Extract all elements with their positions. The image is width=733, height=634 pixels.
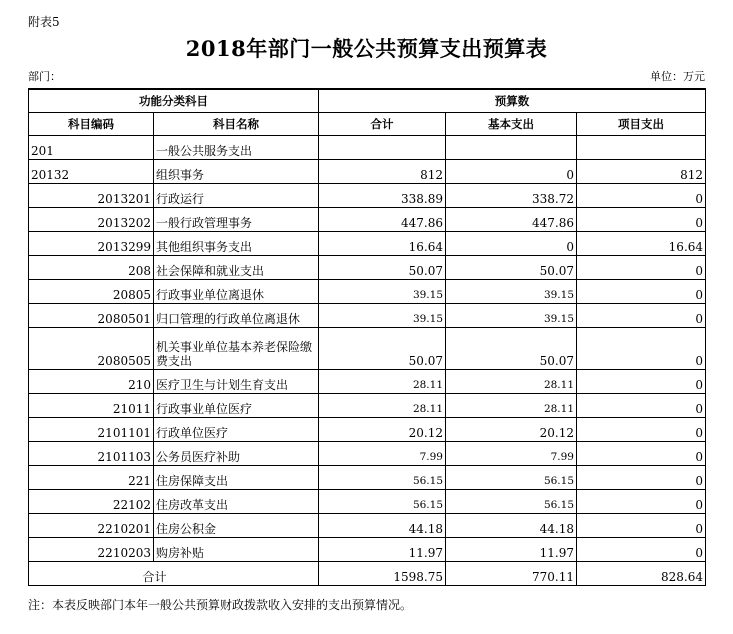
table-row xyxy=(29,256,706,280)
row-code: 2013202 xyxy=(29,208,154,232)
row-total: 28.11 xyxy=(319,394,446,418)
table-row xyxy=(29,442,706,466)
row-basic: 50.07 xyxy=(446,256,577,280)
row-project: 812 xyxy=(577,160,706,184)
row-project xyxy=(577,136,706,160)
row-project: 0 xyxy=(577,466,706,490)
total-value: 1598.75 xyxy=(319,562,446,586)
row-name: 购房补贴 xyxy=(154,538,319,562)
row-total: 7.99 xyxy=(319,442,446,466)
total-project: 828.64 xyxy=(577,562,706,586)
table-row xyxy=(29,514,706,538)
group-header-row xyxy=(29,89,706,113)
row-total: 50.07 xyxy=(319,328,446,370)
row-basic: 20.12 xyxy=(446,418,577,442)
row-name: 行政事业单位离退休 xyxy=(154,280,319,304)
column-header-project: 项目支出 xyxy=(577,113,706,136)
row-code: 2210203 xyxy=(29,538,154,562)
group-header-function-category: 功能分类科目 xyxy=(29,89,319,113)
row-total: 338.89 xyxy=(319,184,446,208)
row-basic: 39.15 xyxy=(446,304,577,328)
row-code: 2101101 xyxy=(29,418,154,442)
row-basic: 447.86 xyxy=(446,208,577,232)
table-row xyxy=(29,394,706,418)
row-project: 0 xyxy=(577,418,706,442)
table-row xyxy=(29,370,706,394)
row-project: 0 xyxy=(577,442,706,466)
row-basic: 56.15 xyxy=(446,490,577,514)
column-header-code: 科目编码 xyxy=(29,113,154,136)
group-header-budget-count: 预算数 xyxy=(319,89,706,113)
row-total: 11.97 xyxy=(319,538,446,562)
row-total: 812 xyxy=(319,160,446,184)
row-code: 2013299 xyxy=(29,232,154,256)
row-total: 20.12 xyxy=(319,418,446,442)
row-project: 0 xyxy=(577,490,706,514)
table-row xyxy=(29,232,706,256)
row-total xyxy=(319,136,446,160)
row-code: 20805 xyxy=(29,280,154,304)
table-row xyxy=(29,538,706,562)
total-label: 合计 xyxy=(29,562,319,586)
row-name: 住房改革支出 xyxy=(154,490,319,514)
row-name: 行政单位医疗 xyxy=(154,418,319,442)
row-code: 2080501 xyxy=(29,304,154,328)
row-basic: 7.99 xyxy=(446,442,577,466)
row-name: 医疗卫生与计划生育支出 xyxy=(154,370,319,394)
row-code: 2210201 xyxy=(29,514,154,538)
row-code: 22102 xyxy=(29,490,154,514)
row-project: 0 xyxy=(577,208,706,232)
row-name: 行政事业单位医疗 xyxy=(154,394,319,418)
column-header-name: 科目名称 xyxy=(154,113,319,136)
row-code: 201 xyxy=(29,136,154,160)
row-name: 住房公积金 xyxy=(154,514,319,538)
department-label: 部门： xyxy=(28,70,61,83)
row-project: 0 xyxy=(577,184,706,208)
row-project: 0 xyxy=(577,370,706,394)
column-header-basic: 基本支出 xyxy=(446,113,577,136)
table-row xyxy=(29,160,706,184)
row-basic: 11.97 xyxy=(446,538,577,562)
page-title: 2018年部门一般公共预算支出预算表 xyxy=(185,36,548,61)
table-row xyxy=(29,490,706,514)
table-row xyxy=(29,184,706,208)
row-code: 21011 xyxy=(29,394,154,418)
table-row xyxy=(29,418,706,442)
row-basic xyxy=(446,136,577,160)
row-basic: 28.11 xyxy=(446,370,577,394)
row-code: 20132 xyxy=(29,160,154,184)
row-project: 0 xyxy=(577,514,706,538)
row-basic: 56.15 xyxy=(446,466,577,490)
row-code: 2013201 xyxy=(29,184,154,208)
row-code: 2080505 xyxy=(29,328,154,370)
table-row xyxy=(29,280,706,304)
table-row xyxy=(29,208,706,232)
total-basic: 770.11 xyxy=(446,562,577,586)
row-total: 50.07 xyxy=(319,256,446,280)
row-code: 210 xyxy=(29,370,154,394)
row-total: 16.64 xyxy=(319,232,446,256)
row-code: 221 xyxy=(29,466,154,490)
row-name: 归口管理的行政单位离退休 xyxy=(154,304,319,328)
row-basic: 50.07 xyxy=(446,328,577,370)
unit-label: 单位：万元 xyxy=(650,70,705,83)
column-header-row xyxy=(29,113,706,136)
row-total: 56.15 xyxy=(319,490,446,514)
row-name: 其他组织事务支出 xyxy=(154,232,319,256)
table-row xyxy=(29,136,706,160)
column-header-total: 合计 xyxy=(319,113,446,136)
row-project: 0 xyxy=(577,328,706,370)
row-basic: 338.72 xyxy=(446,184,577,208)
row-name: 组织事务 xyxy=(154,160,319,184)
row-total: 44.18 xyxy=(319,514,446,538)
row-project: 16.64 xyxy=(577,232,706,256)
row-basic: 28.11 xyxy=(446,394,577,418)
row-project: 0 xyxy=(577,280,706,304)
row-basic: 0 xyxy=(446,160,577,184)
row-name: 公务员医疗补助 xyxy=(154,442,319,466)
table-row xyxy=(29,304,706,328)
row-name: 一般行政管理事务 xyxy=(154,208,319,232)
row-name: 机关事业单位基本养老保险缴费支出 xyxy=(154,328,319,370)
row-total: 39.15 xyxy=(319,280,446,304)
row-name: 住房保障支出 xyxy=(154,466,319,490)
row-project: 0 xyxy=(577,394,706,418)
table-row xyxy=(29,466,706,490)
row-name: 社会保障和就业支出 xyxy=(154,256,319,280)
row-total: 447.86 xyxy=(319,208,446,232)
row-project: 0 xyxy=(577,256,706,280)
row-total: 28.11 xyxy=(319,370,446,394)
row-basic: 0 xyxy=(446,232,577,256)
row-basic: 44.18 xyxy=(446,514,577,538)
row-project: 0 xyxy=(577,538,706,562)
budget-table xyxy=(28,88,706,586)
row-total: 39.15 xyxy=(319,304,446,328)
footer-note: 注：本表反映部门本年一般公共预算财政拨款收入安排的支出预算情况。 xyxy=(28,598,413,612)
table-row xyxy=(29,328,706,370)
row-name: 一般公共服务支出 xyxy=(154,136,319,160)
row-project: 0 xyxy=(577,304,706,328)
total-row xyxy=(29,562,706,586)
row-total: 56.15 xyxy=(319,466,446,490)
row-code: 208 xyxy=(29,256,154,280)
row-name: 行政运行 xyxy=(154,184,319,208)
row-basic: 39.15 xyxy=(446,280,577,304)
row-code: 2101103 xyxy=(29,442,154,466)
attachment-label: 附表5 xyxy=(28,15,60,29)
